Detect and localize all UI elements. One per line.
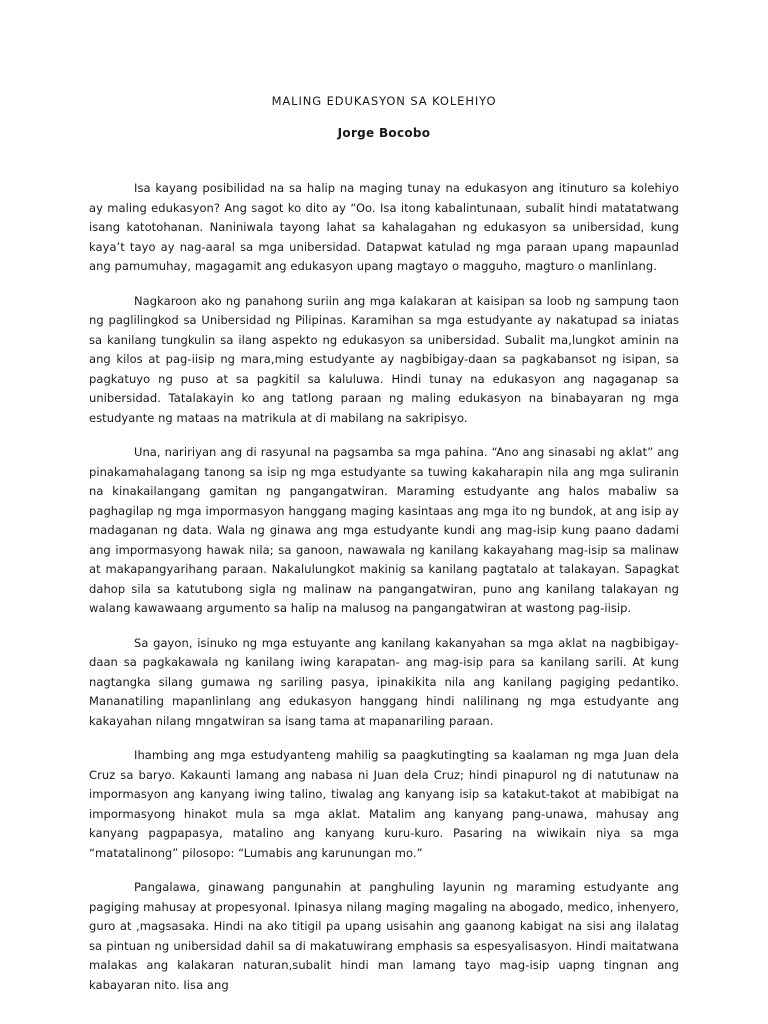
paragraph-2: Nagkaroon ako ng panahong suriin ang mga kalakaran at kaisipan sa loob ng sampung taon ng paglilingkod sa Unibersidad ng Pilipinas. Karamihan sa mga estudyante ay nakatupad sa iniatas sa kanilang tungkulin sa ilang aspekto ng edukasyon sa unibersidad. Subalit ma,lungkot aminin na ang kilos at pag-iisip ng mara,ming estudyante ay nagbibigay-daan sa pagkabansot ng isipan, sa pagkatuyo ng puso at sa pagkitil sa kaluluwa. Hindi tunay na edukasyon ang nagaganap sa unibersidad. Tatalakayin ko ang tatlong paraan ng maling edukasyon na binabayaran ng mga estudyante ng mataas na matrikula at di mabilang na sakripisyo. bbox=[89, 293, 679, 425]
document-body bbox=[89, 179, 679, 1010]
document-title: MALING EDUKASYON SA KOLEHIYO bbox=[271, 94, 497, 108]
paragraph-5: Ihambing ang mga estudyanteng mahilig sa paagkutingting sa kaalaman ng mga Juan dela Cruz sa baryo. Kakaunti lamang ang nabasa ni Juan dela Cruz; hindi pinapurol ng di natutunaw na impormasyon ang kanyang iwing talino, tiwalag ang kanyang isip sa katakut-takot at mabibigat na impormasyong hinakot mula sa mga aklat. Matalim ang kanyang pang-unawa, mahusay ang kanyang pagpapasya, matalino ang kanyang kuru-kuro. Pasaring na wiwikain niya sa mga “matatalinong” pilosopo: “Lumabis ang karunungan mo.” bbox=[89, 748, 679, 860]
paragraph-6: Pangalawa, ginawang pangunahin at panghuling layunin ng maraming estudyante ang pagiging mahusay at propesyonal. Ipinasya nilang maging magaling na abogado, medico, inhenyero, guro at ,magsasaka. Hindi na ako titigil pa upang usisahin ang gaanong kabigat na sisi ang ilalatag sa pintuan ng unibersidad dahil sa di makatuwirang emphasis sa espesyalisasyon. Hindi maitatwana malakas ang kalakaran naturan,subalit hindi man lamang tayo mag-isip uapng tingnan ang kabayaran nito. Iisa ang bbox=[89, 880, 679, 992]
paragraph-3: Una, naririyan ang di rasyunal na pagsamba sa mga pahina. “Ano ang sinasabi ng aklat” ang pinakamahalagang tanong sa isip ng mga estudyante sa tuwing kakaharapin nila ang mga suliranin na kinakailangang gamitan ng pangangatwiran. Maraming estudyante ang halos mabaliw sa paghagilap ng mga impormasyon hanggang maging kasintaas ang mga ito ng bundok, at ang isip ay madaganan ng data. Wala ng ginawa ang mga estudyante kundi ang mag-isip kung paano dadami ang impormasyong hawak nila; sa ganoon, nawawala ng kanilang kakayahang mag-isip sa malinaw at makapangyarihang paraan. Nakalulungkot makinig sa kanilang pagtatalo at talakayan. Sapagkat dahop sila sa katutubong sigla ng malinaw na pangangatwiran, puno ang kanilang talakayan ng walang kawawaang argumento sa halip na malusog na pangangatwiran at wastong pag-iisip. bbox=[89, 445, 679, 615]
document-author: Jorge Bocobo bbox=[337, 126, 431, 140]
paragraph-1: Isa kayang posibilidad na sa halip na maging tunay na edukasyon ang itinuturo sa kolehiyo ay maling edukasyon? Ang sagot ko dito ay “Oo. Isa itong kabalintunaan, subalit hindi matatatwang isang katotohanan. Naniniwala tayong lahat sa kahalagahan ng edukasyon sa unibersidad, kung kaya’t tayo ay nag-aaral sa mga unibersidad. Datapwat katulad ng mga paraan upang mapaunlad ang pamumuhay, magagamit ang edukasyon upang magtayo o magguho, magturo o manlinlang. bbox=[89, 181, 679, 273]
paragraph-4: Sa gayon, isinuko ng mga estuyante ang kanilang kakanyahan sa mga aklat na nagbibigay-daan sa pagkakawala ng kanilang iwing karapatan- ang mag-isip para sa kanilang sarili. At kung nagtangka silang gumawa ng sariling pasya, ipinakikita nila ang kanilang pagiging pedantiko. Mananatiling mapanlinlang ang edukasyon hanggang hindi nalilinang ng mga estudyante ang kakayahan nilang mngatwiran sa isang tama at mapanariling paraan. bbox=[89, 635, 679, 728]
